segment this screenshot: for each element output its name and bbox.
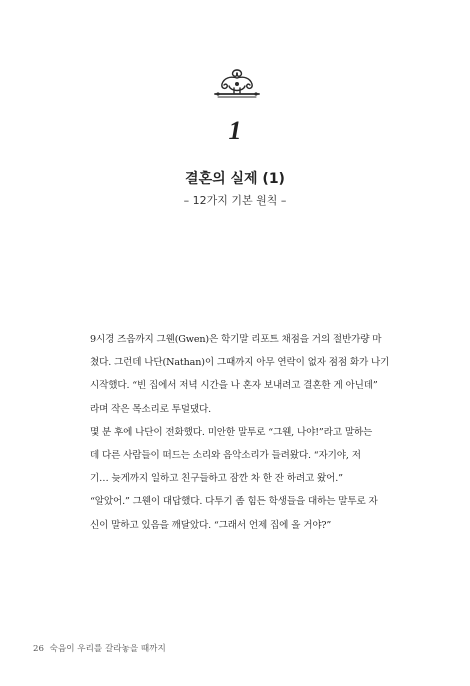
text-line: 신이 말하고 있음을 깨달았다. “그래서 언제 집에 올 거야?” <box>90 519 332 531</box>
text-line: 시작했다. “빈 집에서 저녁 시간을 나 혼자 보내려고 결혼한 게 아닌데” <box>90 380 378 392</box>
paragraph <box>90 421 390 491</box>
text-line: “알았어.” 그웬이 대답했다. 다투기 좀 힘든 학생들을 대하는 말투로 자 <box>90 496 378 508</box>
chapter-number: 1 <box>228 116 242 145</box>
text-line: 기… 늦게까지 일하고 친구들하고 잠깐 차 한 잔 하려고 왔어.” <box>90 473 343 485</box>
text-line: 쳤다. 그런데 나단(Nathan)이 그때까지 아무 연락이 없자 점점 화가 나기 <box>90 357 390 369</box>
text-line: 9시경 즈음까지 그웬(Gwen)은 학기말 리포트 채점을 거의 절반가량 마 <box>90 334 382 345</box>
body-text <box>90 328 390 537</box>
text-line: 몇 분 후에 나단이 전화했다. 미안한 말투로 “그웬, 나야!”라고 말하는 <box>90 426 373 438</box>
page-number: 26 <box>33 644 44 654</box>
ornament-icon <box>212 66 262 102</box>
page-footer <box>33 642 166 654</box>
chapter-title: 결혼의 실제 (1) <box>185 171 285 187</box>
paragraph <box>90 490 390 536</box>
paragraph <box>90 328 390 421</box>
chapter-subtitle: – 12가지 기본 원칙 – <box>183 194 287 207</box>
text-line: 라며 작은 목소리로 투덜댔다. <box>90 403 212 415</box>
text-line: 데 다른 사람들이 떠드는 소리와 음악소리가 들려왔다. “자기야, 저 <box>90 450 361 462</box>
running-title: 숙음이 우리를 갈라놓을 때까지 <box>49 644 166 654</box>
